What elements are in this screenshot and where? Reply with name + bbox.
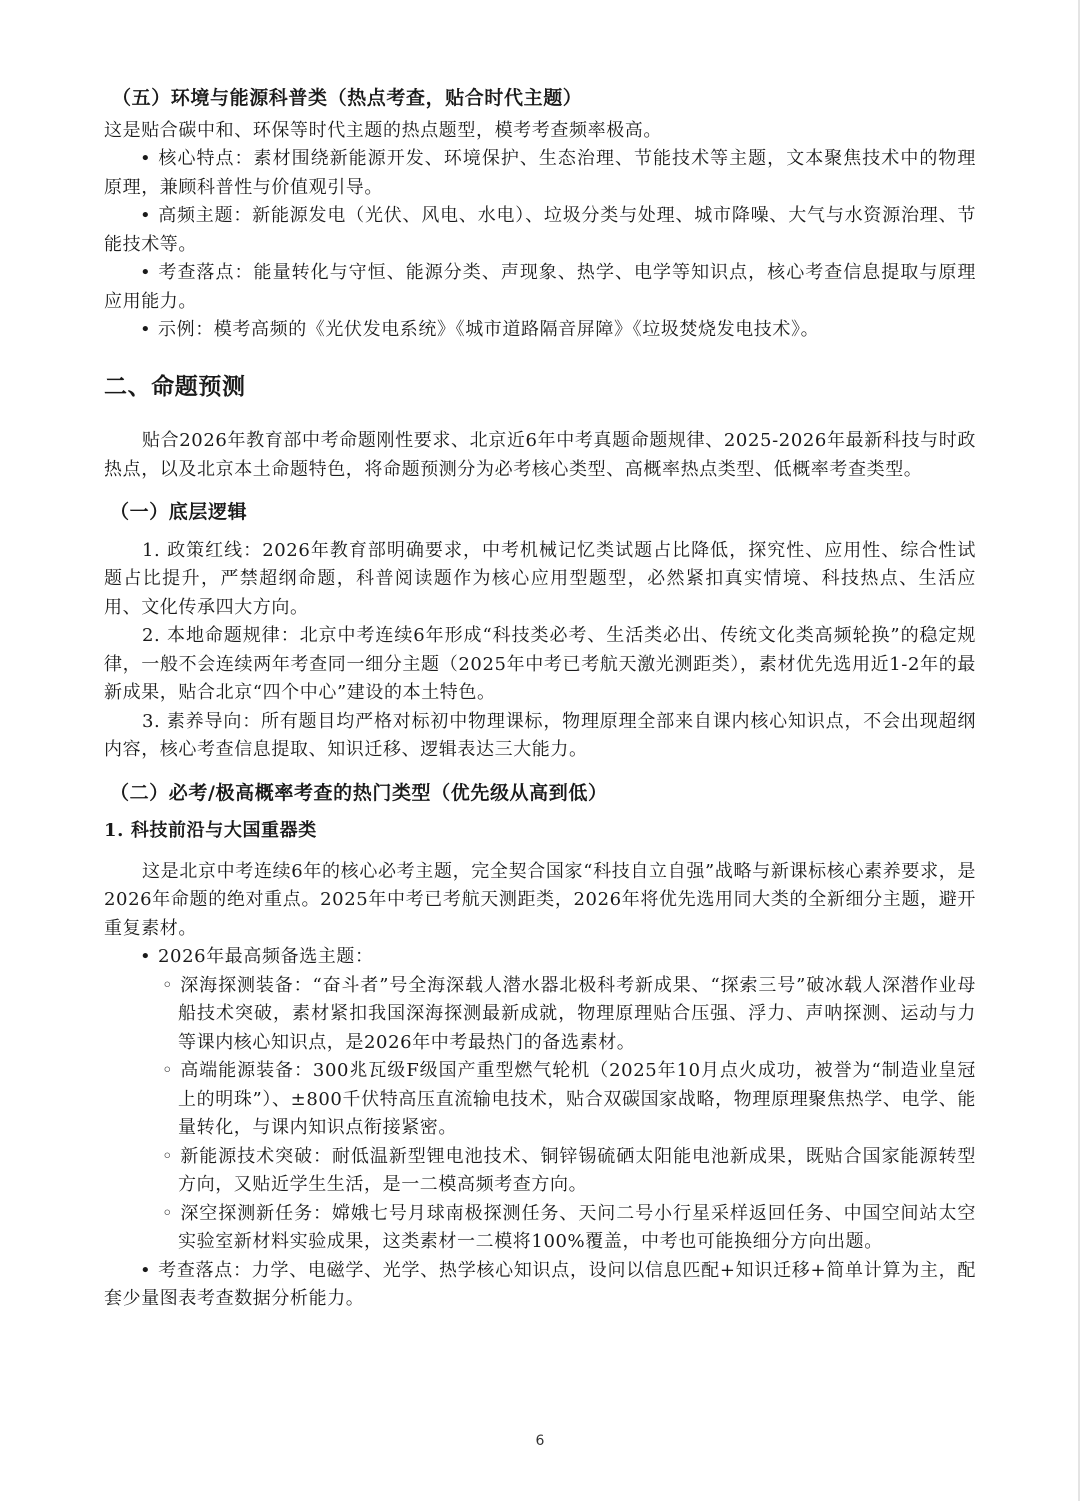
bullet-icon: • [140,148,152,169]
part2-intro: 贴合2026年教育部中考命题刚性要求、北京近6年中考真题命题规律、2025-2026年最新科技与时政热点，以及北京本土命题特色，将命题预测分为必考核心类型、高概率热点类型、低概率考查类型。 [104,430,976,480]
topic-text: 新能源技术突破：耐低温新型锂电池技术、铜锌锡硫硒太阳能电池新成果，既贴合国家能源转型方向，又贴近学生生活，是一二模高频考查方向。 [178,1145,976,1195]
sub-bullet-icon: ◦ [162,1202,174,1224]
sub-list-item [104,1143,976,1200]
logic-item: 2. 本地命题规律：北京中考连续6年形成“科技类必考、生活类必出、传统文化类高频轮换”的稳定规律，一般不会连续两年考查同一细分主题（2025年中考已考航天激光测距类），素材优先选用近1-2年的最新成果，贴合北京“四个中心”建设的本土特色。 [104,625,976,703]
bullet-text: 核心特点：素材围绕新能源开发、环境保护、生态治理、节能技术等主题，文本聚焦技术中的物理原理，兼顾科普性与价值观引导。 [104,148,976,198]
bullet-text: 高频主题：新能源发电（光伏、风电、水电）、垃圾分类与处理、城市降噪、大气与水资源治理、节能技术等。 [104,205,976,255]
sub-bullet-icon: ◦ [162,1060,174,1081]
sub-bullet-icon: ◦ [162,1145,174,1167]
sub-bullet-icon: ◦ [162,974,174,996]
topic-text: 深空探测新任务：嫦娥七号月球南极探测任务、天问二号小行星采样返回任务、中国空间站太空实验室新材料实验成果，这类素材一二模将100%覆盖，中考也可能换细分方向出题。 [178,1202,976,1252]
sub1-heading: 1. 科技前沿与大国重器类 [104,820,317,841]
logic-item: 1. 政策红线：2026年教育部明确要求，中考机械记忆类试题占比降低，探究性、应用性、综合性试题占比提升，严禁超纲命题，科普阅读题作为核心应用型题型，必然紧扣真实情境、科技热点、生活应用、文化传承四大方向。 [104,539,976,618]
sub1-intro: 这是北京中考连续6年的核心必考主题，完全契合国家“科技自立自强”战略与新课标核心素养要求，是2026年命题的绝对重点。2025年中考已考航天测距类，2026年将优先选用同大类的全新细分主题，避开重复素材。 [104,860,976,939]
sub-list-item [104,1200,976,1257]
bullet-text: 考查落点：能量转化与守恒、能源分类、声现象、热学、电学等知识点，核心考查信息提取与原理应用能力。 [104,262,976,312]
hot-types-heading: （二）必考/极高概率考查的热门类型（优先级从高到低） [110,781,608,804]
bullet-icon: • [140,946,152,967]
list-item [104,316,976,345]
focus-text: 考查落点：力学、电磁学、光学、热学核心知识点，设问以信息匹配+知识迁移+简单计算为主，配套少量图表考查数据分析能力。 [104,1259,976,1309]
bullet-text: 示例：模考高频的《光伏发电系统》《城市道路隔音屏障》《垃圾焚烧发电技术》。 [158,319,820,340]
list-item [104,202,976,259]
part2-heading: 二、命题预测 [104,372,246,400]
list-item [104,943,976,972]
sub-list-item [104,1057,976,1143]
sub-list-item [104,972,976,1058]
page-content [104,84,976,1314]
page-number: 6 [535,1433,545,1449]
section5-intro: 这是贴合碳中和、环保等时代主题的热点题型，模考考查频率极高。 [104,119,662,141]
logic-item: 3. 素养导向：所有题目均严格对标初中物理课标，物理原理全部来自课内核心知识点，不会出现超纲内容，核心考查信息提取、知识迁移、逻辑表达三大能力。 [104,710,976,760]
bullet-icon: • [140,1259,152,1281]
list-item [104,259,976,316]
logic-heading: （一）底层逻辑 [110,501,248,523]
topic-text: 高端能源装备：300兆瓦级F级国产重型燃气轮机（2025年10月点火成功，被誉为“制造业皇冠上的明珠”）、±800千伏特高压直流输电技术，贴合双碳国家战略，物理原理聚焦热学、电学、能量转化，与课内知识点衔接紧密。 [178,1060,976,1138]
section5-heading: （五）环境与能源科普类（热点考查，贴合时代主题） [112,87,583,109]
bullet-icon: • [140,205,152,226]
topics-label: 2026年最高频备选主题： [158,946,374,967]
list-item [104,145,976,202]
topic-text: 深海探测装备：“奋斗者”号全海深载人潜水器北极科考新成果、“探索三号”破冰载人深潜作业母船技术突破，素材紧扣我国深海探测最新成就，物理原理贴合压强、浮力、声呐探测、运动与力等课内核心知识点，是2026年中考最热门的备选素材。 [178,974,976,1053]
bullet-icon: • [140,319,152,340]
bullet-icon: • [140,262,152,283]
list-item [104,1257,976,1314]
